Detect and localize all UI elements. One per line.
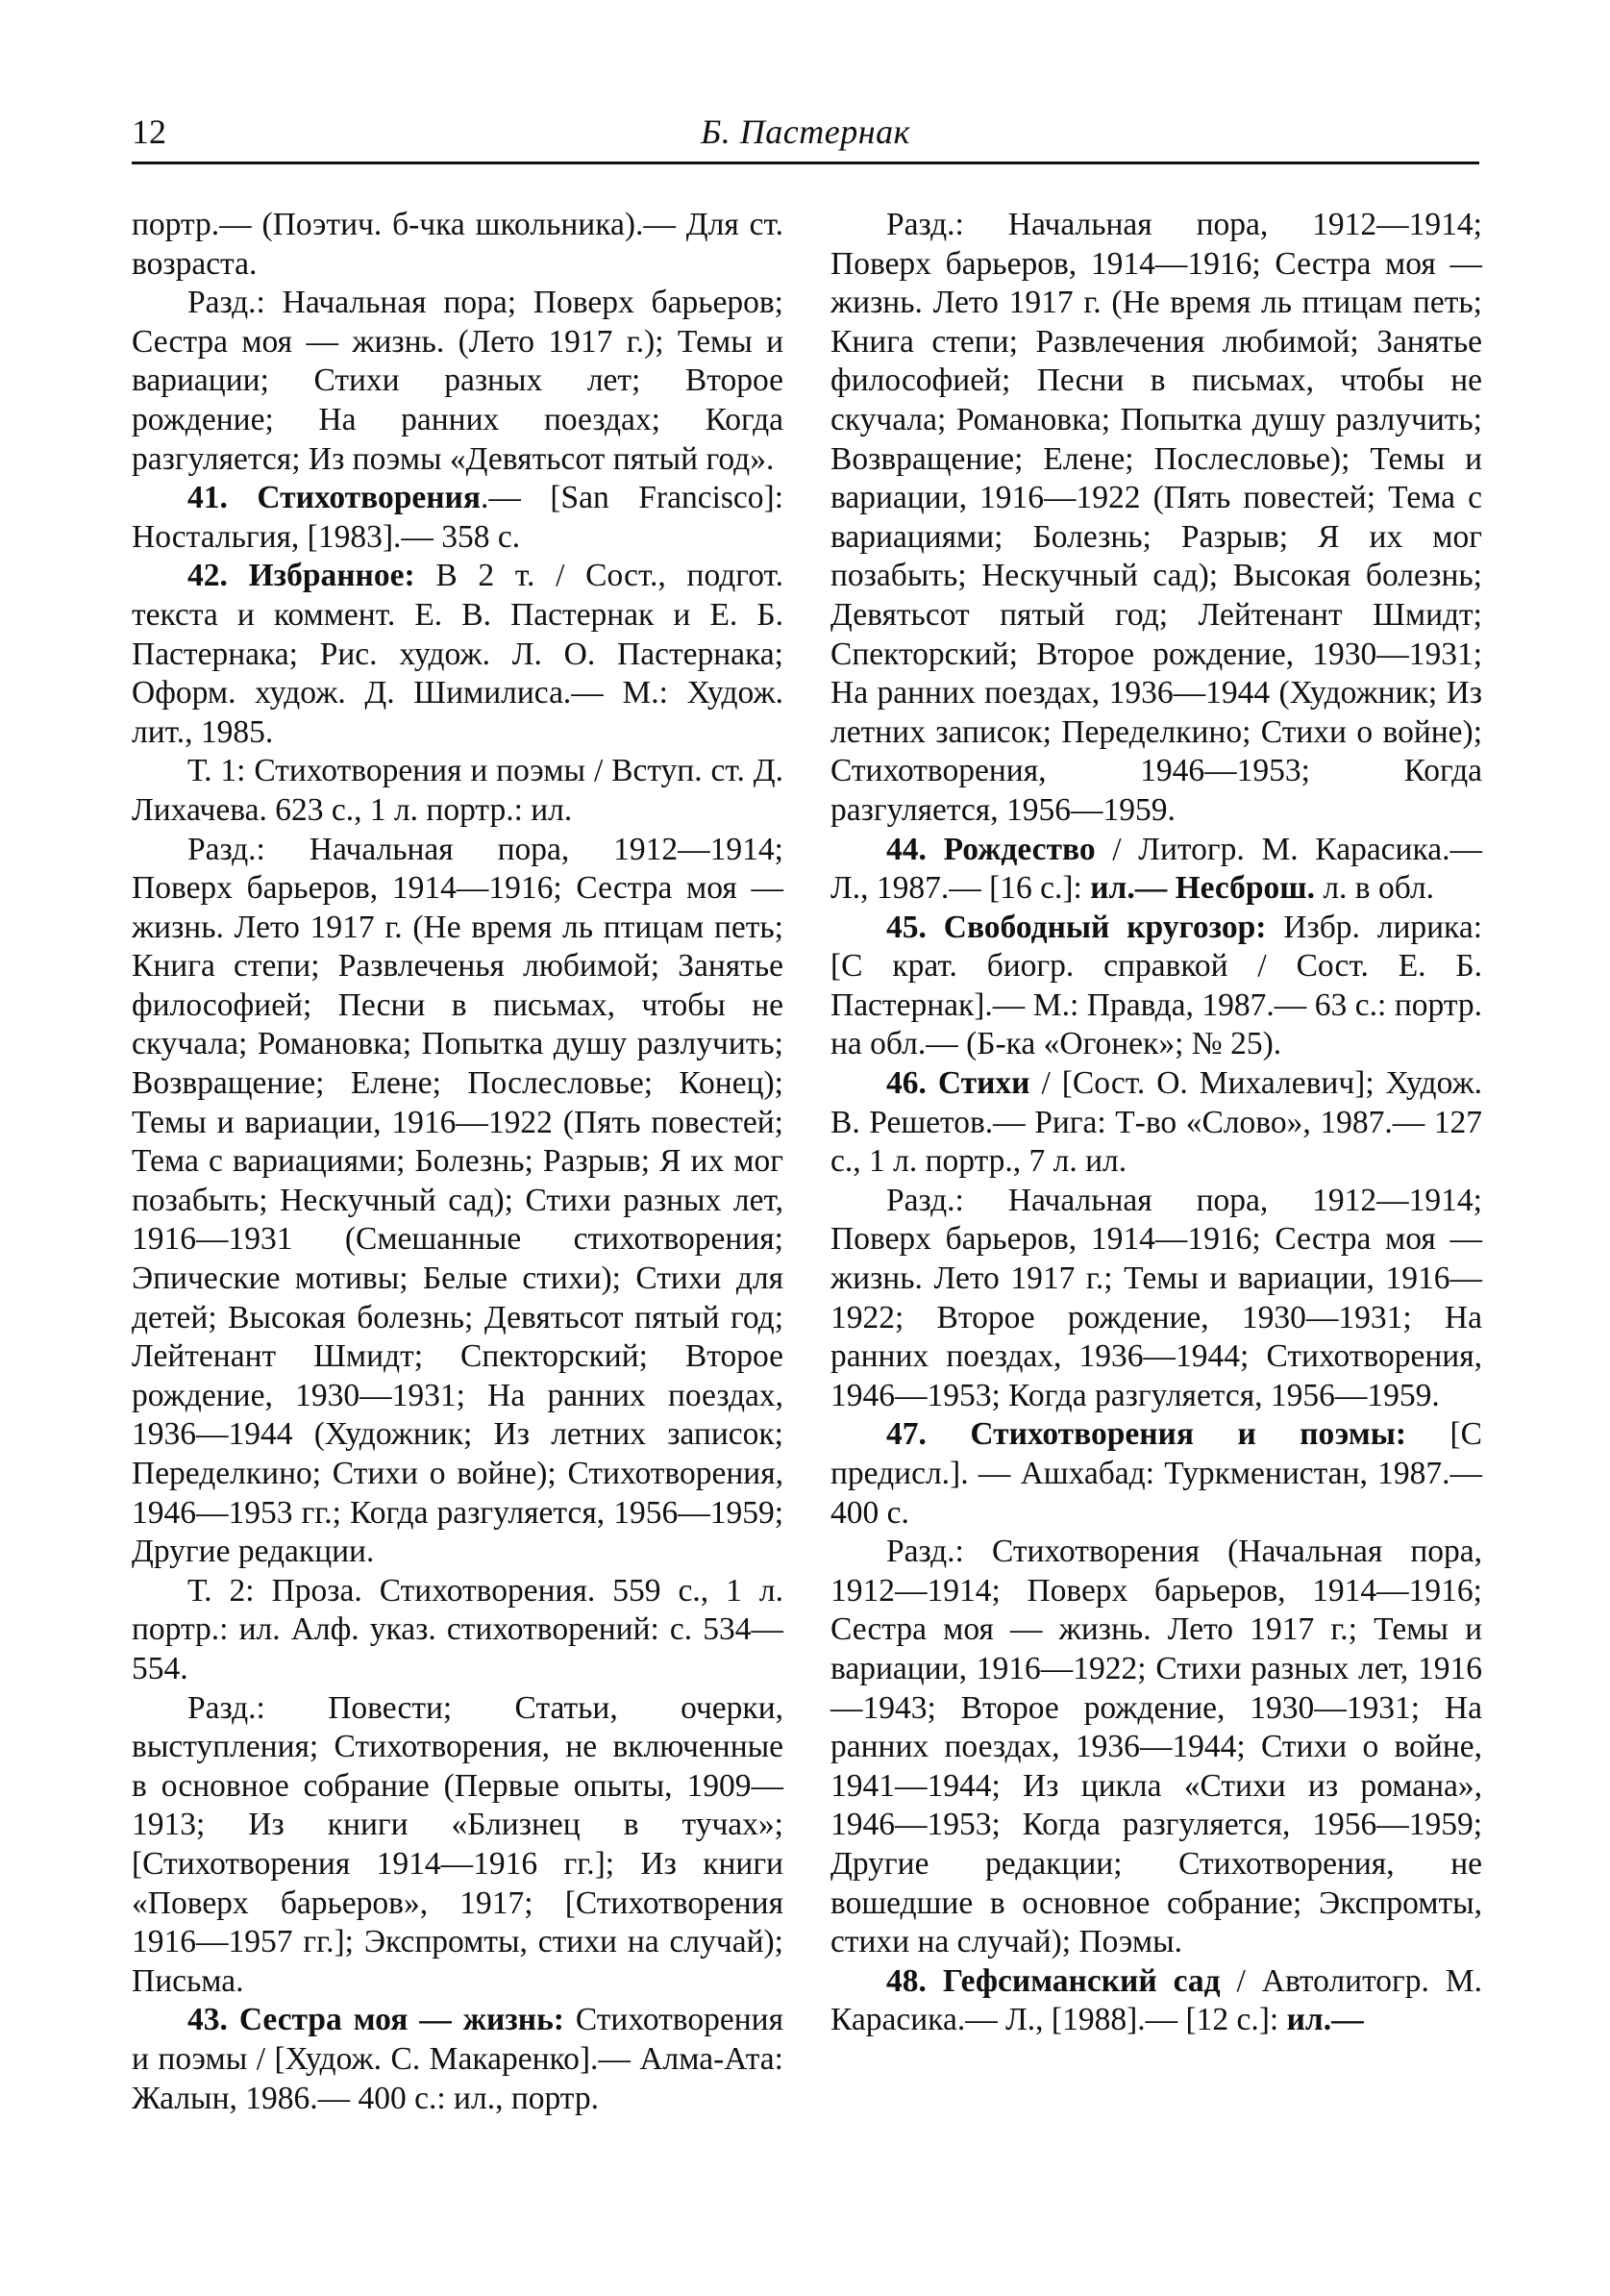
entry-text: Стихотворения и поэмы / [Худож. С. Макаренко].— Алма-Ата: Жалын, 1986.— 400 с.: ил., портр. [132, 2002, 783, 2116]
entry-text: Избр. лирика: [С крат. биогр. справкой / Сост. Е. Б. Пастернак].— М.: Правда, 1987.— 63 с.: портр. на обл.— (Б-ка «Огонек»; № 25). [830, 909, 1483, 1062]
entry-number: 43. [187, 2002, 228, 2038]
right-column [830, 206, 1482, 2040]
paragraph: Разд.: Начальная пора, 1912—1914; Поверх барьеров, 1914—1916; Сестра моя — жизнь. Лето 1917 г. (Не время ль птицам петь; Книга степи; Развлечения любимой; Занятье философией; Песни в письмах, чтобы не скучала; Романовка; Попытка душу разлучить; Возвращение; Елене; Послесловье); Темы и вариации, 1916—1922 (Пять повестей; Тема с вариациями; Болезнь; Разрыв; Я их мог позабыть; Нескучный сад); Высокая болезнь; Девятьсот пятый год; Лейтенант Шмидт; Спекторский; Второе рождение, 1930—1931; На ранних поездах, 1936—1944 (Художник; Из летних записок; Переделкино; Стихи о войне); Стихотворения, 1946—1953; Когда разгуляется, 1956—1959. [830, 207, 1482, 828]
entry-42 [132, 557, 783, 752]
paragraph: портр.— (Поэтич. б-чка школьника).— Для ст. возраста. [132, 207, 783, 282]
paragraph: Разд.: Начальная пора, 1912—1914; Поверх барьеров, 1914—1916; Сестра моя — жизнь. Лето 1917 г. (Не время ль птицам петь; Книга степи; Развлеченья любимой; Занятье философией; Песни в письмах, чтобы не скучала; Романовка; Попытка душу разлучить; Возвращение; Елене; Послесловье; Конец); Темы и вариации, 1916—1922 (Пять повестей; Тема с вариациями; Болезнь; Разрыв; Я их мог позабыть; Нескучный сад); Стихи разных лет, 1916—1931 (Смешанные стихотворения; Эпические мотивы; Белые стихи); Стихи для детей; Высокая болезнь; Девятьсот пятый год; Лейтенант Шмидт; Спекторский; Второе рождение, 1930—1931; На ранних поездах, 1936—1944 (Художник; Из летних записок; Переделкино; Стихи о войне); Стихотворения, 1946—1953 гг.; Когда разгуляется, 1956—1959; Другие редакции. [132, 831, 783, 1570]
entry-text: В 2 т. / Сост., подгот. текста и коммент. Е. В. Пастернак и Е. Б. Пастернака; Рис. худож. Л. О. Пастернака; Оформ. худож. Д. Шимилиса.— М.: Худож. лит., 1985. [132, 558, 783, 750]
entry-number: 42. [187, 558, 228, 594]
entry-title: Рождество [943, 831, 1096, 867]
entry-number: 44. [886, 831, 927, 867]
entry-title: Стихи [937, 1065, 1030, 1102]
paragraph: Разд.: Повести; Статьи, очерки, выступления; Стихотворения, не включенные в основное собрание (Первые опыты, 1909—1913; Из книги «Близнец в тучах»; [Стихотворения 1914—1916 гг.]; Из книги «Поверх барьеров», 1917; [Стихотворения 1916—1957 гг.]; Экспромты, стихи на случай); Письма. [132, 1689, 783, 1999]
entry-title: Сестра моя — жизнь: [238, 2002, 564, 2038]
entry-text: .— [San Francisco]: Ностальгия, [1983].— 358 с. [132, 480, 783, 555]
entry-46 [830, 1064, 1482, 1182]
entry-title: Гефсиманский сад [942, 1962, 1221, 1999]
entry-text: / Автолитогр. М. Карасика.— Л., [1988].— [12 с.]: [830, 1962, 1483, 2038]
entry-title: Стихотворения [257, 480, 481, 516]
running-head: Б. Пастернак [701, 112, 910, 151]
entry-43 [132, 2001, 783, 2118]
entry-text: / [Сост. О. Михалевич]; Худож. В. Решетов.— Рига: Т-во «Слово», 1987.— 127 с., 1 л. портр., 7 л. ил. [830, 1065, 1483, 1180]
paragraph: Разд.: Начальная пора; Поверх барьеров; Сестра моя — жизнь. (Лето 1917 г.); Темы и вариации; Стихи разных лет; Второе рождение; На ранних поездах; Когда разгуляется; Из поэмы «Девятьсот пятый год». [132, 285, 783, 477]
entry-text: [С предисл.]. — Ашхабад: Туркменистан, 1987.— 400 с. [830, 1416, 1483, 1531]
entry-45 [830, 909, 1482, 1064]
paragraph: Разд.: Стихотворения (Начальная пора, 1912—1914; Поверх барьеров, 1914—1916; Сестра моя — жизнь. Лето 1917 г.; Темы и вариации, 1916—1922; Стихи разных лет, 1916—1943; Второе рождение, 1930—1931; На ранних поездах, 1936—1944; Стихи о войне, 1941—1944; Из цикла «Стихи из романа», 1946—1953; Когда разгуляется, 1956—1959; Другие редакции; Стихотворения, не вошедшие в основное собрание; Экспромты, стихи на случай); Поэмы. [830, 1534, 1482, 1960]
paragraph: Разд.: Начальная пора, 1912—1914; Поверх барьеров, 1914—1916; Сестра моя — жизнь. Лето 1917 г.; Темы и вариации, 1916—1922; Второе рождение, 1930—1931; На ранних поездах, 1936—1944; Стихотворения, 1946—1953; Когда разгуляется, 1956—1959. [830, 1182, 1482, 1413]
entry-44 [830, 831, 1482, 909]
entry-47 [830, 1415, 1482, 1533]
entry-number: 45. [886, 909, 927, 945]
entry-bold-text: ил.— Несброш. [1090, 870, 1315, 907]
entry-title: Стихотворения и поэмы: [970, 1416, 1407, 1453]
entry-48 [830, 1962, 1482, 2040]
entry-bold-text: ил.— [1286, 2002, 1364, 2038]
entry-text: л. в обл. [1314, 870, 1435, 907]
page-number: 12 [132, 112, 166, 151]
entry-text: / Литогр. М. Карасика.— Л., 1987.— [16 с.]: [830, 831, 1482, 907]
entry-number: 48. [886, 1962, 927, 1999]
entry-41 [132, 479, 783, 557]
entry-title: Свободный кругозор: [943, 909, 1267, 945]
entry-title: Избранное: [248, 558, 415, 594]
left-column [132, 206, 783, 2118]
header-rule [132, 162, 1479, 164]
page-header [132, 108, 1479, 156]
entry-number: 47. [886, 1416, 927, 1453]
entry-number: 46. [886, 1065, 927, 1102]
paragraph: Т. 1: Стихотворения и поэмы / Вступ. ст. Д. Лихачева. 623 с., 1 л. портр.: ил. [132, 753, 783, 828]
paragraph: Т. 2: Проза. Стихотворения. 559 с., 1 л. портр.: ил. Алф. указ. стихотворений: с. 534—554. [132, 1572, 783, 1686]
entry-number: 41. [187, 480, 228, 516]
